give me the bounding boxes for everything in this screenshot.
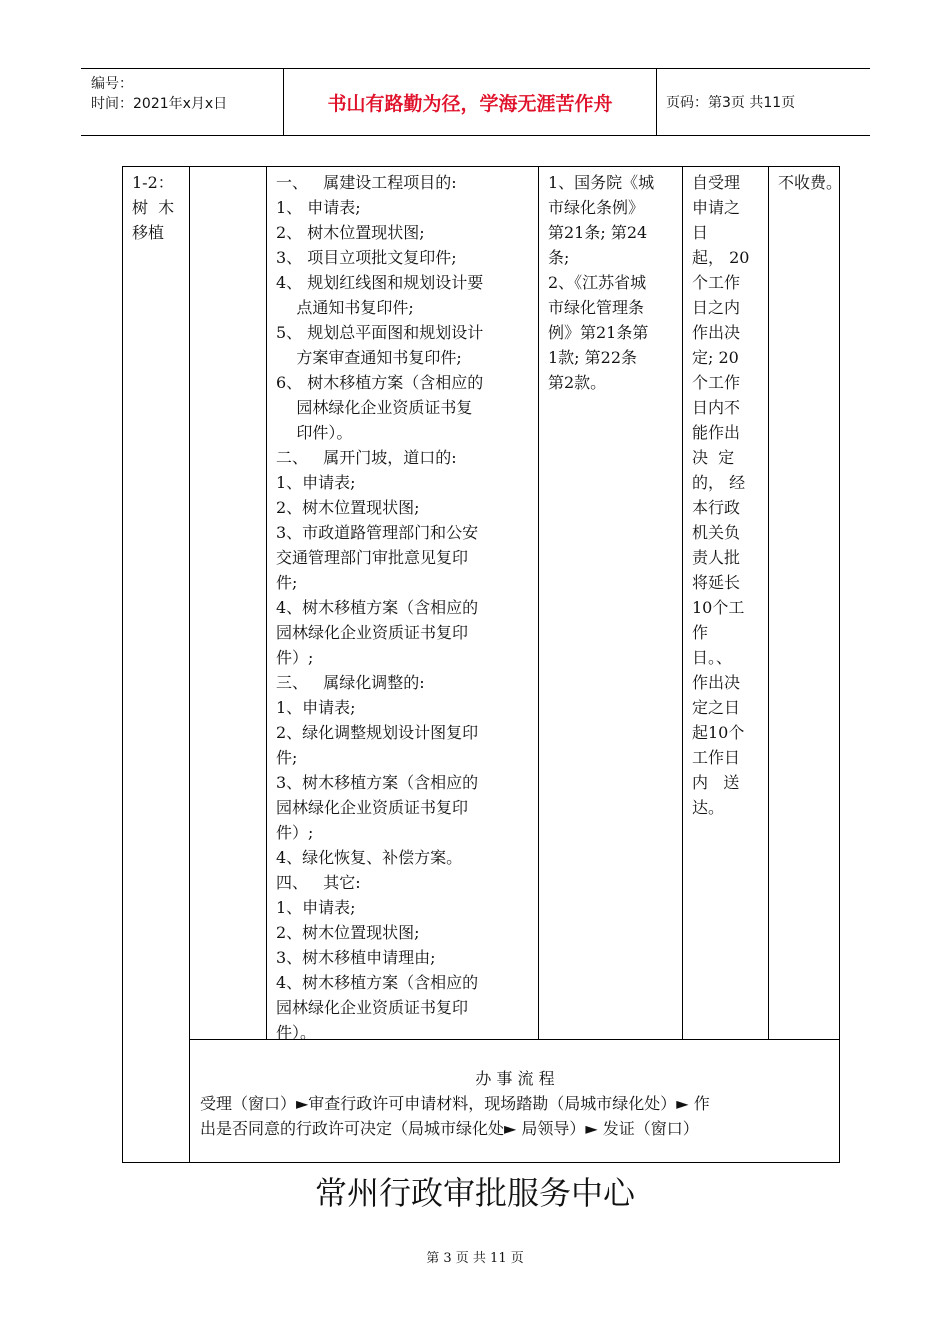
legal-basis-cell [548,170,654,395]
time-limit-line: 内 送 [692,773,740,792]
basis-line: 第2款。 [548,373,607,392]
condition-line: 3、 项目立项批文复印件; [276,248,457,267]
item-line: 移植 [132,223,165,242]
time-limit-line: 起， 20 [692,248,750,267]
condition-line: 三、 属绿化调整的: [276,673,425,692]
condition-line: 一、 属建设工程项目的: [276,173,457,192]
item-cell [132,170,174,245]
page-number: 第 3 页 共 11 页 [426,1251,524,1266]
basis-line: 2、《江苏省城 [548,273,647,292]
time-limit-cell [692,170,749,820]
condition-line: 3、市政道路管理部门和公安 [276,523,479,542]
condition-line: 件; [276,573,298,592]
col-divider-1 [189,166,190,1163]
condition-line: 件）。 [276,1023,317,1042]
basis-line: 例》第21条第 [548,323,649,342]
condition-line: 园林绿化企业资质证书复印 [276,998,469,1017]
fee-cell: 不收费。 [778,173,843,192]
time-limit-line: 个工作 [692,273,741,292]
condition-line: 方案审查通知书复印件; [276,348,462,367]
condition-line: 1、 申请表; [276,198,361,217]
header-page-info: 页码：第3页 共11页 [666,95,796,111]
condition-line: 2、 树木位置现状图; [276,223,425,242]
basis-line: 第21条; 第24 [548,223,648,242]
condition-line: 园林绿化企业资质证书复 [276,398,473,417]
process-line-1: 受理（窗口）►审查行政许可申请材料，现场踏勘（局城市绿化处）► 作 [200,1094,710,1113]
center-name: 常州行政审批服务中心 [314,1174,635,1212]
condition-line: 2、树木位置现状图; [276,923,420,942]
time-limit-line: 的， 经 [692,473,746,492]
time-limit-line: 日 [692,223,709,242]
condition-line: 件; [276,748,298,767]
header-left-cell [81,69,284,135]
condition-line: 交通管理部门审批意见复印 [276,548,469,567]
basis-line: 条; [548,248,570,267]
time-limit-line: 日内不 [692,398,741,417]
condition-line: 1、申请表; [276,898,356,917]
condition-line: 件）; [276,823,314,842]
time-limit-line: 责人批 [692,548,741,567]
time-limit-line: 日之内 [692,298,741,317]
condition-line: 1、申请表; [276,473,356,492]
time-limit-line: 能作出 [692,423,741,442]
time-limit-line: 达。 [692,798,725,817]
condition-line: 4、树木移植方案（含相应的 [276,598,479,617]
header-motto: 书山有路勤为径，学海无涯苦作舟 [284,69,657,135]
item-line: 1-2： [132,173,174,192]
number-label: 编号： [91,76,133,92]
process-line-2: 出是否同意的行政许可决定（局城市绿化处► 局领导）► 发证（窗口） [200,1119,699,1138]
condition-line: 印件）。 [276,423,353,442]
time-limit-line: 自受理 [692,173,741,192]
time-limit-line: 起10个 [692,723,745,742]
basis-line: 1款; 第22条 [548,348,638,367]
time-limit-line: 作出决 [692,673,741,692]
condition-line: 1、申请表; [276,698,356,717]
condition-line: 点通知书复印件; [276,298,414,317]
condition-line: 4、 规划红线图和规划设计要 [276,273,484,292]
condition-line: 3、树木移植申请理由; [276,948,436,967]
condition-line: 5、 规划总平面图和规划设计 [276,323,484,342]
basis-line: 1、国务院《城 [548,173,655,192]
condition-line: 二、 属开门坡，道口的: [276,448,457,467]
condition-line: 4、绿化恢复、补偿方案。 [276,848,463,867]
time-limit-line: 10个工 [692,598,745,617]
time-limit-line: 工作日 [692,748,741,767]
condition-line: 园林绿化企业资质证书复印 [276,623,469,642]
col-divider-3 [538,166,539,1039]
time-limit-line: 日。、 [692,648,733,667]
time-limit-line: 机关负 [692,523,741,542]
time-limit-line: 作 [692,623,709,642]
process-title: 办 事 流 程 [475,1069,555,1088]
basis-line: 市绿化条例》 [548,198,645,217]
time-limit-line: 定之日 [692,698,741,717]
condition-line: 园林绿化企业资质证书复印 [276,798,469,817]
time-limit-line: 申请之 [692,198,741,217]
condition-line: 4、树木移植方案（含相应的 [276,973,479,992]
condition-line: 3、树木移植方案（含相应的 [276,773,479,792]
col-divider-2 [266,166,267,1039]
item-line: 树 木 [132,198,175,217]
time-limit-line: 决 定 [692,448,735,467]
time-limit-line: 个工作 [692,373,741,392]
time-limit-line: 作出决 [692,323,741,342]
page-header [81,68,870,136]
time-limit-line: 定; 20 [692,348,739,367]
conditions-cell [276,170,483,1045]
col-divider-5 [768,166,769,1039]
condition-line: 6、 树木移植方案（含相应的 [276,373,484,392]
col-divider-4 [682,166,683,1039]
time-limit-line: 本行政 [692,498,741,517]
basis-line: 市绿化管理条 [548,298,645,317]
date-label: 时间：2021年x月x日 [91,96,228,112]
condition-line: 2、树木位置现状图; [276,498,420,517]
condition-line: 件）; [276,648,314,667]
condition-line: 四、 其它: [276,873,361,892]
time-limit-line: 将延长 [692,573,741,592]
condition-line: 2、绿化调整规划设计图复印 [276,723,479,742]
